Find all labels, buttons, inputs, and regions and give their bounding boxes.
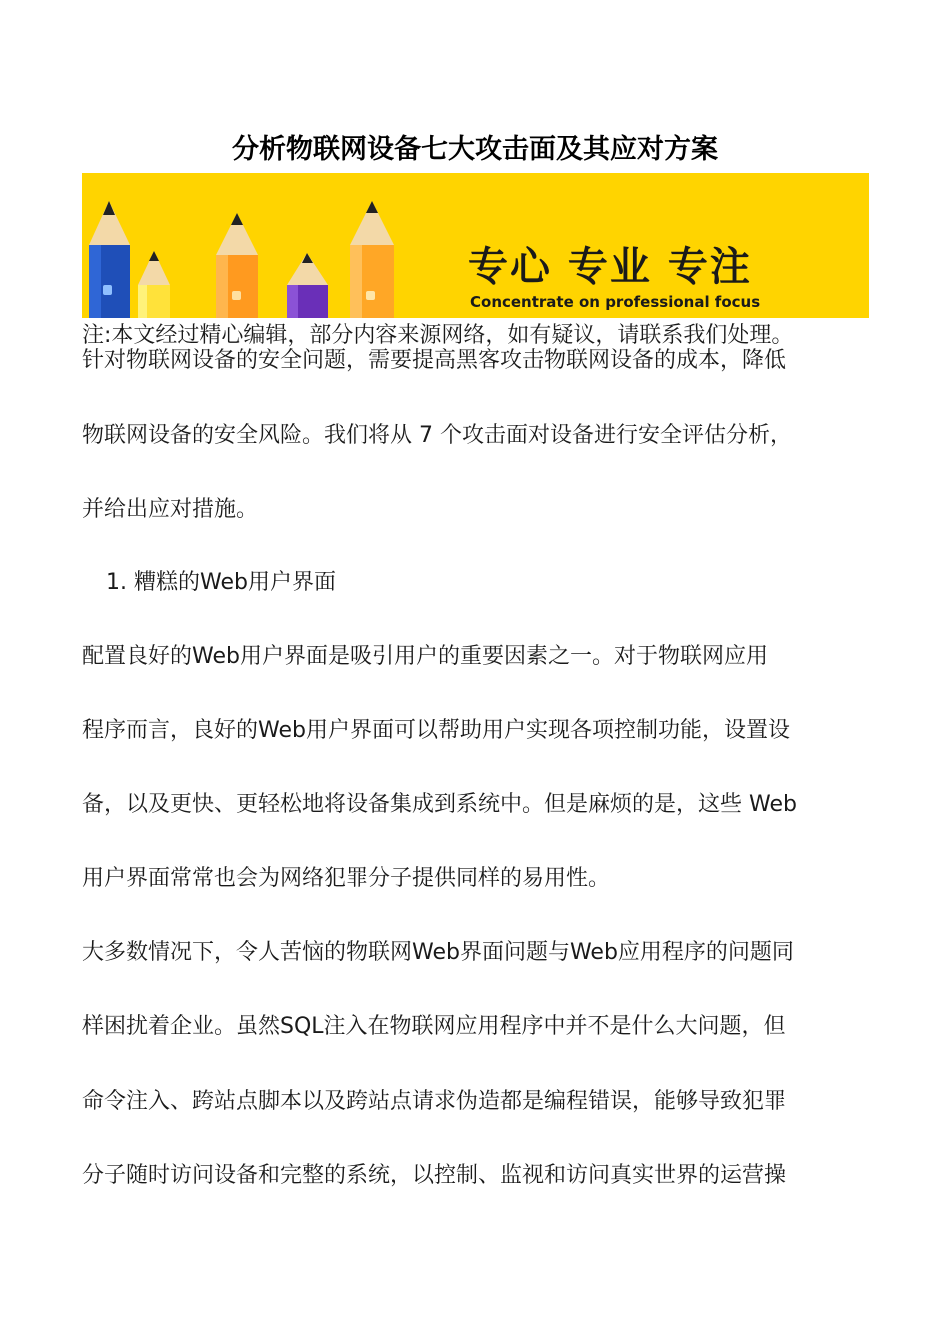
paragraph-line: 配置良好的Web用户界面是吸引用户的重要因素之一。对于物联网应用	[82, 644, 768, 669]
paragraph-line: 命令注入、跨站点脚本以及跨站点请求伪造都是编程错误，能够导致犯罪	[82, 1089, 787, 1114]
paragraph-line: 样困扰着企业。虽然SQL注入在物联网应用程序中并不是什么大问题，但	[82, 1014, 786, 1039]
banner-slogan-english: Concentrate on professional focus	[470, 293, 761, 311]
paragraph-line: 用户界面常常也会为网络犯罪分子提供同样的易用性。	[82, 866, 611, 891]
section-heading: 1. 糟糕的Web用户界面	[106, 570, 336, 595]
paragraph-line: 分子随时访问设备和完整的系统，以控制、监视和访问真实世界的运营操	[82, 1163, 787, 1188]
paragraph-line: 针对物联网设备的安全问题，需要提高黑客攻击物联网设备的成本，降低	[82, 348, 787, 373]
paragraph-line: 程序而言，良好的Web用户界面可以帮助用户实现各项控制功能，设置设	[82, 718, 790, 743]
pencil-orange	[216, 213, 258, 318]
pencil-yellow	[138, 251, 170, 318]
document-title: 分析物联网设备七大攻击面及其应对方案	[232, 134, 718, 165]
pencil-blue	[89, 201, 130, 318]
banner-image	[82, 173, 869, 318]
banner-slogan: 专心 专业 专注	[468, 244, 752, 290]
editor-note: 注:本文经过精心编辑，部分内容来源网络，如有疑议，请联系我们处理。	[82, 323, 794, 348]
pencil-purple	[287, 253, 328, 318]
paragraph-line: 大多数情况下，令人苦恼的物联网Web界面问题与Web应用程序的问题同	[82, 940, 794, 965]
paragraph-line: 物联网设备的安全风险。我们将从 7 个攻击面对设备进行安全评估分析，	[82, 423, 792, 448]
pencil-amber	[350, 201, 394, 318]
paragraph-line: 备，以及更快、更轻松地将设备集成到系统中。但是麻烦的是，这些 Web	[82, 792, 797, 817]
paragraph-line: 并给出应对措施。	[82, 497, 259, 522]
